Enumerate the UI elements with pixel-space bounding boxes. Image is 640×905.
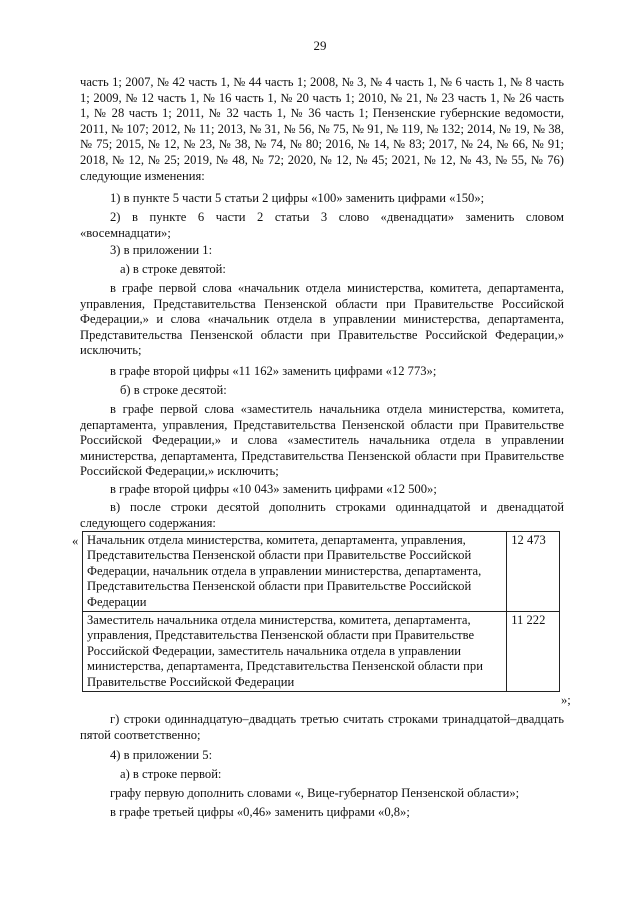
table-closing-quote: »; — [561, 693, 571, 707]
table-cell-value: 12 473 — [507, 532, 560, 612]
table-opening-quote: « — [72, 534, 79, 548]
table-cell-title: Заместитель начальника отдела министерства, комитета, департамента, управления, Представительства Пензенской области при Правительстве Российской Федерации, заместитель начальника отдела в управлении министерства, департамента, Представительства Пензенской области при Правительстве Российской Федерации — [83, 612, 507, 692]
item-4a-paragraph-1: графу первую дополнить словами «, Вице-губернатор Пензенской области»; — [110, 786, 520, 800]
item-4: 4) в приложении 5: — [110, 748, 213, 762]
item-1: 1) в пункте 5 части 5 статьи 2 цифры «100» заменить цифрами «150»; — [110, 191, 485, 205]
inserted-rows-table — [82, 531, 560, 692]
item-3a-paragraph-2: в графе второй цифры «11 162» заменить цифрами «12 773»; — [110, 364, 437, 378]
item-2: 2) в пункте 6 части 2 статьи 3 слово «двенадцати» заменить словом «восемнадцати»; — [80, 210, 564, 240]
item-4a-paragraph-2: в графе третьей цифры «0,46» заменить цифрами «0,8»; — [110, 805, 410, 819]
item-3v: в) после строки десятой дополнить строками одиннадцатой и двенадцатой следующего содержания: — [80, 500, 564, 530]
item-3: 3) в приложении 1: — [110, 243, 213, 257]
table-cell-title: Начальник отдела министерства, комитета, департамента, управления, Представительства Пензенской области при Правительстве Российской Федерации, начальник отдела в управлении министерства, департамента, Представительства Пензенской области при Правительстве Российской Федерации — [83, 532, 507, 612]
item-3a-paragraph-1: в графе первой слова «начальник отдела министерства, комитета, департамента, управления, Представительства Пензенской области при Правительстве Российской Федерации,» и слова «начальник отдела в управлении министерства, департамента, Представительства Пензенской области при Правительстве Российской Федерации,» исключить; — [80, 281, 564, 358]
page-number: 29 — [313, 38, 327, 53]
intro-paragraph: часть 1; 2007, № 42 часть 1, № 44 часть 1; 2008, № 3, № 4 часть 1, № 6 часть 1, № 8 часть 1; 2009, № 12 часть 1, № 16 часть 1, № 20 часть 1; 2010, № 21, № 23 часть 1, № 26 часть 1, № 28 часть 1; 2011, № 32 часть 1, № 36 часть 1; Пензенские губернские ведомости, 2011, № 107; 2012, № 11; 2013, № 31, № 56, № 75, № 91, № 119, № 132; 2014, № 19, № 38, № 75; 2015, № 12, № 23, № 38, № 74, № 80; 2016, № 14, № 83; 2017, № 24, № 66, № 91; 2018, № 12, № 25; 2019, № 48, № 72; 2020, № 12, № 45; 2021, № 12, № 43, № 55, № 76) следующие изменения: — [80, 75, 564, 183]
table-row — [83, 612, 560, 692]
table-cell-value: 11 222 — [507, 612, 560, 692]
item-3g: г) строки одиннадцатую–двадцать третью считать строками тринадцатой–двадцать пятой соответственно; — [80, 712, 564, 742]
item-3b-paragraph-2: в графе второй цифры «10 043» заменить цифрами «12 500»; — [110, 482, 437, 496]
table-row — [83, 532, 560, 612]
item-3b-paragraph-1: в графе первой слова «заместитель начальника отдела министерства, комитета, департамента, управления, Представительства Пензенской области при Правительстве Российской Федерации,» и слова «заместитель начальника отдела в управлении министерства, департамента, Представительства Пензенской области при Правительстве Российской Федерации,» исключить; — [80, 402, 564, 479]
item-3b: б) в строке десятой: — [120, 383, 227, 397]
item-4a: а) в строке первой: — [120, 767, 222, 781]
item-3a: а) в строке девятой: — [120, 262, 226, 276]
